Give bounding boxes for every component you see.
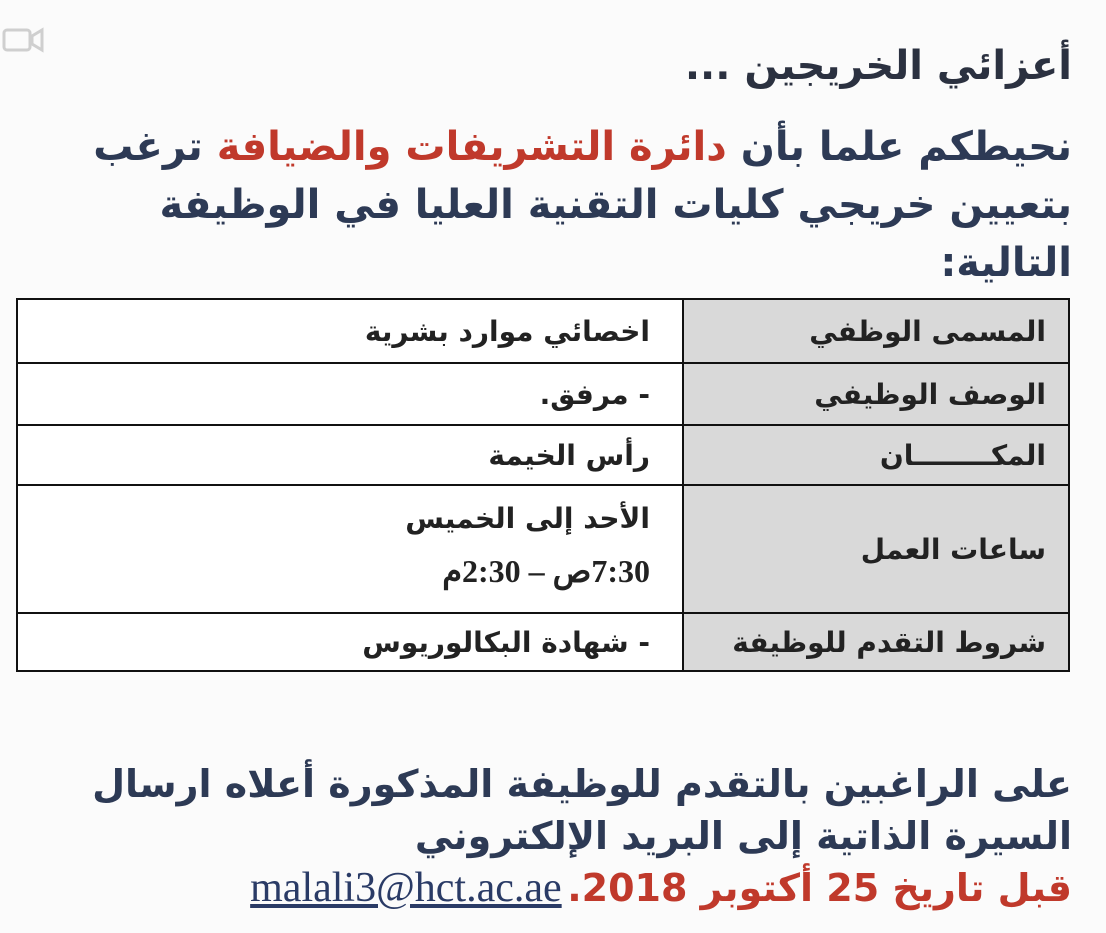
intro-paragraph — [32, 118, 1072, 292]
closing-paragraph: على الراغبين بالتقدم للوظيفة المذكورة أعلاه ارسال السيرة الذاتية إلى البريد الإلكتروني — [92, 762, 1072, 858]
job-description-value: - مرفق. — [17, 363, 683, 425]
table-row — [17, 613, 1069, 671]
table-row — [17, 299, 1069, 363]
working-hours-value — [17, 485, 683, 613]
location-label: المكــــــــان — [683, 425, 1069, 485]
intro-text-end: ترغب بتعيين خريجي كليات التقنية العليا في الوظيفة التالية: — [93, 124, 1072, 286]
table-row — [17, 363, 1069, 425]
requirements-value: - شهادة البكالوريوس — [17, 613, 683, 671]
intro-text-start: نحيطكم علما بأن — [726, 124, 1072, 170]
table-row — [17, 485, 1069, 613]
working-time: 7:30ص – 2:30م — [442, 553, 650, 589]
working-hours-label: ساعات العمل — [683, 485, 1069, 613]
table-row — [17, 425, 1069, 485]
job-details-table — [16, 298, 1070, 672]
job-description-label: الوصف الوظيفي — [683, 363, 1069, 425]
deadline-text: قبل تاريخ 25 أكتوبر 2018. — [567, 866, 1072, 910]
working-days: الأحد إلى الخميس — [405, 502, 650, 535]
job-title-value: اخصائي موارد بشرية — [17, 299, 683, 363]
location-value: رأس الخيمة — [17, 425, 683, 485]
job-title-label: المسمى الوظفي — [683, 299, 1069, 363]
requirements-label: شروط التقدم للوظيفة — [683, 613, 1069, 671]
department-name: دائرة التشريفات والضيافة — [216, 124, 727, 170]
video-camera-icon — [2, 22, 44, 58]
email-link[interactable]: malali3@hct.ac.ae — [250, 865, 562, 911]
deadline-line — [32, 860, 1072, 924]
greeting-heading: أعزائي الخريجين ... — [684, 43, 1072, 89]
